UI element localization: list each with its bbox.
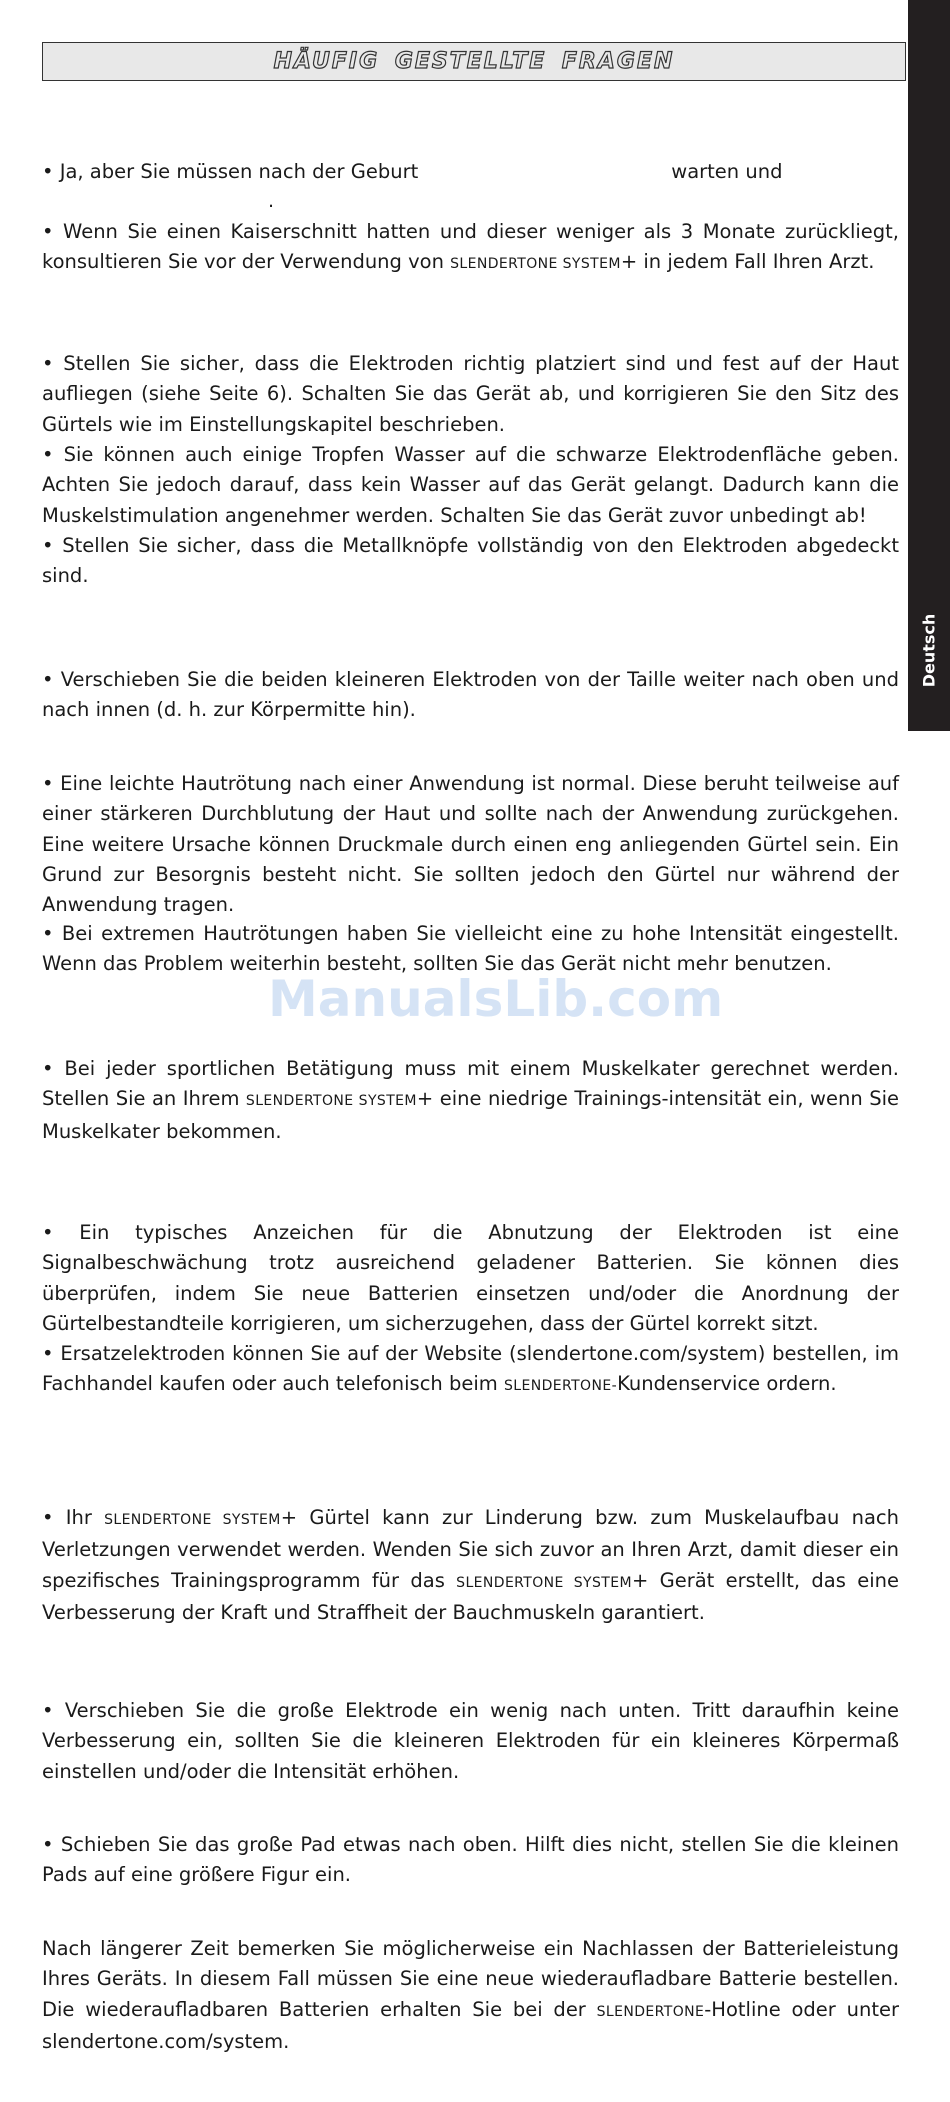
answer-paragraph-1 — [42, 157, 899, 187]
answer-paragraph-4: • Sie können auch einige Tropfen Wasser auf die schwarze Elektrodenfläche geben. Achten Sie jedoch darauf, dass kein Wasser auf das Gerät gelangt. Dadurch kann die Muskelstimulation angenehmer werden. Schalten Sie das Gerät zuvor unbedingt ab! — [42, 443, 899, 527]
answer-paragraph-6: • Verschieben Sie die beiden kleineren Elektroden von der Taille weiter nach oben und nach innen (d. h. zur Körpermitte hin). — [42, 668, 899, 722]
answer-9-text-a: • Bei jeder sportlichen Betätigung muss mit einem Muskelkater gerechnet werden. Stellen Sie an Ihrem — [42, 1057, 899, 1111]
answer-paragraph-7: • Eine leichte Hautrötung nach einer Anwendung ist normal. Diese beruht teilweise auf einer stärkeren Durchblutung der Haut und sollte nach der Anwendung zurückgehen. Eine weitere Ursache können Druckmale durch einen eng anliegenden Gürtel sein. Ein Grund zur Besorgnis besteht nicht. Sie sollten jedoch den Gürtel nur während der Anwendung tragen. — [42, 772, 899, 917]
answer-12-text-c: + Gerät erstellt, das eine Verbesserung der Kraft und Straffheit der Bauchmuskeln garantiert. — [42, 1568, 899, 1624]
answer-1-dot: . — [268, 190, 275, 212]
language-tab-label-wrap — [908, 605, 950, 695]
watermark: ManualsLib.com — [268, 970, 724, 1028]
answer-2-text-b: + in jedem Fall Ihren Arzt. — [620, 250, 875, 274]
answer-paragraph-8: • Bei extremen Hautrötungen haben Sie vielleicht eine zu hohe Intensität eingestellt. Wenn das Problem weiterhin besteht, sollten Sie das Gerät nicht mehr benutzen. — [42, 922, 899, 976]
answer-paragraph-2 — [42, 217, 899, 280]
answer-15-text-b: -Hotline oder unter slendertone.com/system. — [42, 1997, 899, 2053]
section-title: HÄUFIG GESTELLTE FRAGEN — [273, 49, 675, 74]
answer-12-text-a: • Ihr — [42, 1506, 105, 1529]
brand-name: SLENDERTONE SYSTEM — [456, 1574, 632, 1591]
answer-2-text-a: • Wenn Sie einen Kaiserschnitt hatten und dieser weniger als 3 Monate zurückliegt, konsultieren Sie vor der Verwendung von — [42, 220, 899, 274]
answer-paragraph-15 — [42, 1934, 899, 2057]
answer-12-text-b: + Gürtel kann zur Linderung bzw. zum Muskelaufbau nach Verletzungen verwendet werden. Wenden Sie sich zuvor an Ihren Arzt, damit dieser ein spezifisches Trainingsprogramm für das — [42, 1506, 899, 1592]
brand-name: SLENDERTONE- — [503, 1378, 618, 1395]
section-header — [42, 42, 906, 81]
answer-paragraph-9 — [42, 1054, 899, 1147]
language-tab-label: Deutsch — [919, 613, 939, 687]
answer-9-text-b: + eine niedrige Trainings-intensität ein, wenn Sie Muskelkater bekommen. — [42, 1087, 899, 1143]
answer-11-text-a: • Ersatzelektroden können Sie auf der Website (slendertone.com/system) bestellen, im Fachhandel kaufen oder auch telefonisch beim — [42, 1342, 899, 1396]
answer-paragraph-13: • Verschieben Sie die große Elektrode ein wenig nach unten. Tritt daraufhin keine Verbesserung ein, sollten Sie die kleineren Elektroden für ein kleineres Körpermaß einstellen und/oder die Intensität erhöhen. — [42, 1699, 899, 1783]
language-side-tab — [908, 0, 950, 731]
brand-name: SLENDERTONE SYSTEM — [450, 256, 621, 273]
answer-paragraph-3: • Stellen Sie sicher, dass die Elektroden richtig platziert sind und fest auf der Haut aufliegen (siehe Seite 6). Schalten Sie das Gerät ab, und korrigieren Sie den Sitz des Gürtels wie im Einstellungskapitel beschrieben. — [42, 352, 899, 436]
answer-paragraph-14: • Schieben Sie das große Pad etwas nach oben. Hilft dies nicht, stellen Sie die kleinen Pads auf eine größere Figur ein. — [42, 1833, 899, 1887]
brand-name: SLENDERTONE — [596, 2003, 705, 2020]
answer-1-text-b: warten und — [671, 160, 783, 183]
answer-paragraph-11 — [42, 1339, 899, 1402]
answer-paragraph-12 — [42, 1503, 899, 1628]
answer-paragraph-5: • Stellen Sie sicher, dass die Metallknöpfe vollständig von den Elektroden abgedeckt sind. — [42, 534, 899, 588]
answer-15-text-a: Nach längerer Zeit bemerken Sie möglicherweise ein Nachlassen der Batterieleistung Ihres Geräts. In diesem Fall müssen Sie eine neue wiederaufladbare Batterie bestellen. Die wiederaufladbaren Batterien erhalten Sie bei der — [42, 1937, 899, 2021]
brand-name: SLENDERTONE SYSTEM — [104, 1512, 281, 1528]
answer-paragraph-10: • Ein typisches Anzeichen für die Abnutzung der Elektroden ist eine Signalbeschwächung trotz ausreichend geladener Batterien. Sie können dies überprüfen, indem Sie neue Batterien einsetzen und/oder die Anordnung der Gürtelbestandteile korrigieren, um sicherzugehen, dass der Gürtel korrekt sitzt. — [42, 1221, 899, 1335]
answer-1-text-a: • Ja, aber Sie müssen nach der Geburt — [42, 160, 419, 183]
answer-11-text-b: Kundenservice ordern. — [617, 1372, 837, 1396]
brand-name: SLENDERTONE SYSTEM — [245, 1093, 417, 1110]
